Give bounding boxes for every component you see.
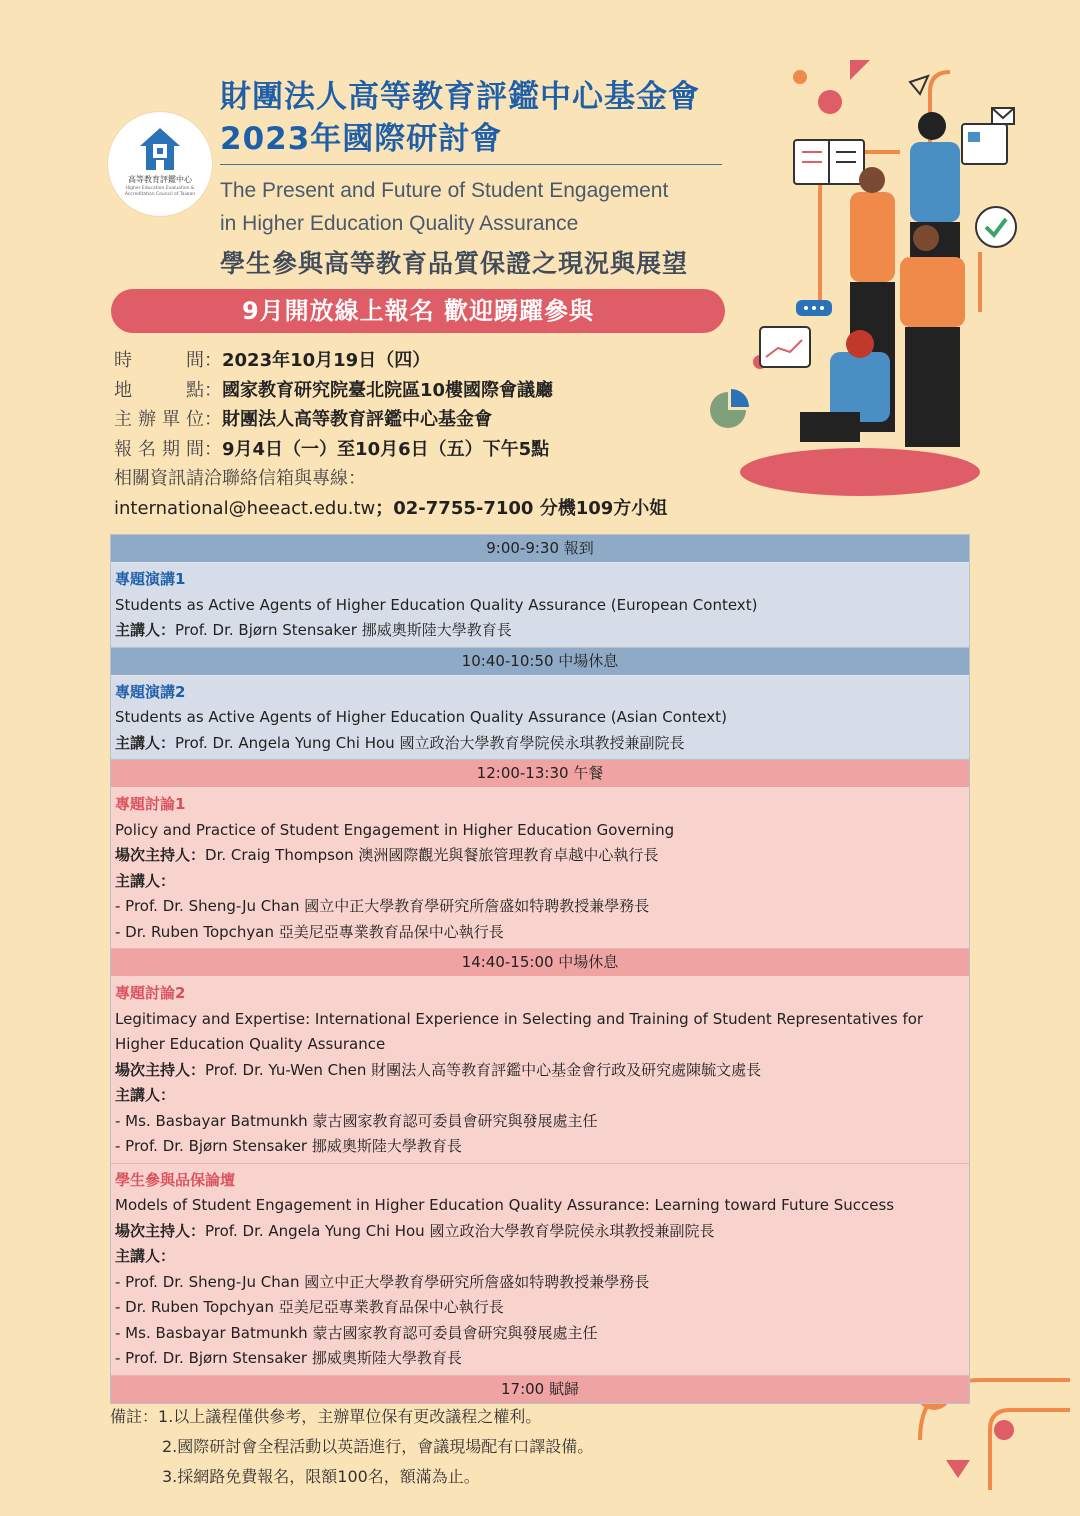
student-forum-speaker: - Prof. Dr. Bjørn Stensaker 挪威奧斯陸大學教育長 <box>115 1349 462 1367</box>
panel-2-moderator: Prof. Dr. Yu-Wen Chen 財團法人高等教育評鑑中心基金會行政及研究處陳毓文處長 <box>205 1060 762 1079</box>
break-1: 10:40-10:50 中場休息 <box>111 648 969 676</box>
check-circle-icon <box>976 207 1016 247</box>
break-lunch: 12:00-13:30 午餐 <box>111 760 969 788</box>
panel-1-moderator-label: 場次主持人： <box>115 846 206 864</box>
small-triangle-icon <box>946 1460 970 1478</box>
keynote-2-speaker: Prof. Dr. Angela Yung Chi Hou 國立政治大學教育學院侯永琪教授兼副院長 <box>175 733 685 752</box>
panel-2-heading: 專題討論2 <box>115 984 186 1002</box>
logo-name: 高等教育評鑑中心 <box>128 175 192 184</box>
place-label: 地點 <box>114 379 204 401</box>
student-forum-speaker: - Ms. Basbayar Batmunkh 蒙古國家教育認可委員會研究與發展處主任 <box>115 1323 598 1342</box>
student-forum-moderator-label: 場次主持人： <box>115 1221 206 1240</box>
keynote-2-speaker-label: 主講人： <box>115 733 176 752</box>
contact-line <box>114 494 667 524</box>
panel-1-speaker: - Prof. Dr. Sheng-Ju Chan 國立中正大學教育學研究所詹盛如特聘教授兼學務長 <box>115 897 650 915</box>
orange-dot-icon <box>793 70 807 84</box>
contact-separator: ； <box>375 497 394 519</box>
panel-1-moderator: Dr. Craig Thompson 澳洲國際觀光與餐旅管理教育卓越中心執行長 <box>205 846 659 864</box>
note-item: 3.採網路免費報名，限額100名，額滿為止。 <box>162 1467 480 1486</box>
contact-note: 相關資訊請洽聯絡信箱與專線： <box>114 468 366 489</box>
keynote-1-title: Students as Active Agents of Higher Education Quality Assurance (European Context) <box>115 595 758 614</box>
paper-plane-icon <box>910 76 928 94</box>
registration-banner: 9月開放線上報名 歡迎踴躍參與 <box>111 289 725 333</box>
student-forum-moderator: Prof. Dr. Angela Yung Chi Hou 國立政治大學教育學院侯永琪教授兼副院長 <box>205 1221 715 1240</box>
schedule-table <box>110 534 970 1404</box>
keynote-1-speaker-label: 主講人： <box>115 621 176 639</box>
subtitle-en-line-1: The Present and Future of Student Engagement <box>220 179 669 202</box>
notes-label: 備註： <box>110 1407 159 1426</box>
panel-2-title: Legitimacy and Expertise: International Experience in Selecting and Training of Student Representatives for Higher Education Quality Assurance <box>115 1009 924 1053</box>
panel-2-moderator-label: 場次主持人： <box>115 1060 206 1079</box>
keynote-2-heading: 專題演講2 <box>115 682 186 701</box>
red-circle-icon <box>994 1420 1014 1440</box>
student-forum-speaker: - Dr. Ruben Topchyan 亞美尼亞專業教育品保中心執行長 <box>115 1298 504 1316</box>
title-line-2: 2023年國際研討會 <box>220 121 503 157</box>
event-info <box>114 346 667 523</box>
registration-value: 9月4日（一）至10月6日（五）下午5點 <box>222 438 550 460</box>
student-forum-speaker: - Prof. Dr. Sheng-Ju Chan 國立中正大學教育學研究所詹盛如特聘教授兼學務長 <box>115 1272 650 1291</box>
keynote-1-heading: 專題演講1 <box>115 570 186 588</box>
keynote-1-speaker: Prof. Dr. Bjørn Stensaker 挪威奧斯陸大學教育長 <box>175 621 512 639</box>
panel-1-heading: 專題討論1 <box>115 795 186 813</box>
info-place: 地點：國家教育研究院臺北院區10樓國際會議廳 <box>114 376 667 406</box>
host-value: 財團法人高等教育評鑑中心基金會 <box>222 409 492 430</box>
logo-house-icon <box>138 126 182 172</box>
panel-1-title: Policy and Practice of Student Engagement in Higher Education Governing <box>115 820 675 839</box>
break-checkin: 9:00-9:30 報到 <box>111 535 969 563</box>
document-card-icon <box>962 124 1007 164</box>
title-line-1: 財團法人高等教育評鑑中心基金會 <box>220 79 700 115</box>
info-registration: 報名期間：9月4日（一）至10月6日（五）下午5點 <box>114 435 667 465</box>
contact-email[interactable]: international@heeact.edu.tw <box>114 497 376 519</box>
people-illustration <box>700 52 1030 532</box>
panel-2-speakers-label: 主講人： <box>115 1086 176 1104</box>
info-time: 時間：2023年10月19日（四） <box>114 346 667 376</box>
heeact-logo <box>108 112 212 216</box>
place-value: 國家教育研究院臺北院區10樓國際會議廳 <box>222 379 554 401</box>
keynote-2 <box>111 676 969 761</box>
panel-1 <box>111 788 969 949</box>
keynote-1 <box>111 563 969 648</box>
student-forum-heading: 學生參與品保論壇 <box>115 1170 236 1189</box>
panel-2 <box>111 977 969 1164</box>
panel-2-speaker: - Ms. Basbayar Batmunkh 蒙古國家教育認可委員會研究與發展處主任 <box>115 1111 598 1130</box>
title-divider <box>220 164 722 165</box>
note-item: 2.國際研討會全程活動以英語進行，會議現場配有口譯設備。 <box>162 1437 594 1456</box>
subtitle-en-line-2: in Higher Education Quality Assurance <box>220 212 579 235</box>
chinese-subtitle: 學生參與高等教育品質保證之現況與展望 <box>220 249 689 278</box>
closing: 17:00 賦歸 <box>111 1376 969 1403</box>
time-label: 時間 <box>114 350 204 371</box>
panel-1-speaker: - Dr. Ruben Topchyan 亞美尼亞專業教育品保中心執行長 <box>115 922 504 941</box>
host-label: 主辦單位 <box>114 409 204 430</box>
student-forum-speakers-label: 主講人： <box>115 1247 176 1265</box>
line-chart-card-icon <box>760 327 810 367</box>
english-subtitle <box>220 174 740 240</box>
logo-english-name: Higher Education Evaluation & Accreditation Council of Taiwan <box>124 186 196 197</box>
info-host: 主辦單位：財團法人高等教育評鑑中心基金會 <box>114 405 667 435</box>
student-forum <box>111 1164 969 1376</box>
notes <box>110 1402 593 1492</box>
student-forum-title: Models of Student Engagement in Higher Education Quality Assurance: Learning toward Future Success <box>115 1196 895 1214</box>
time-value: 2023年10月19日（四） <box>222 350 431 371</box>
contact-phone: 02-7755-7100 分機109方小姐 <box>393 497 668 519</box>
triangle-icon <box>850 60 870 80</box>
note-item: 1.以上議程僅供參考，主辦單位保有更改議程之權利。 <box>158 1407 542 1426</box>
break-2: 14:40-15:00 中場休息 <box>111 949 969 977</box>
panel-1-speakers-label: 主講人： <box>115 871 176 890</box>
red-dot-icon <box>818 90 842 114</box>
panel-2-speaker: - Prof. Dr. Bjørn Stensaker 挪威奧斯陸大學教育長 <box>115 1137 462 1155</box>
page-title <box>220 76 700 160</box>
keynote-2-title: Students as Active Agents of Higher Education Quality Assurance (Asian Context) <box>115 708 727 726</box>
registration-label: 報名期間 <box>114 438 204 460</box>
